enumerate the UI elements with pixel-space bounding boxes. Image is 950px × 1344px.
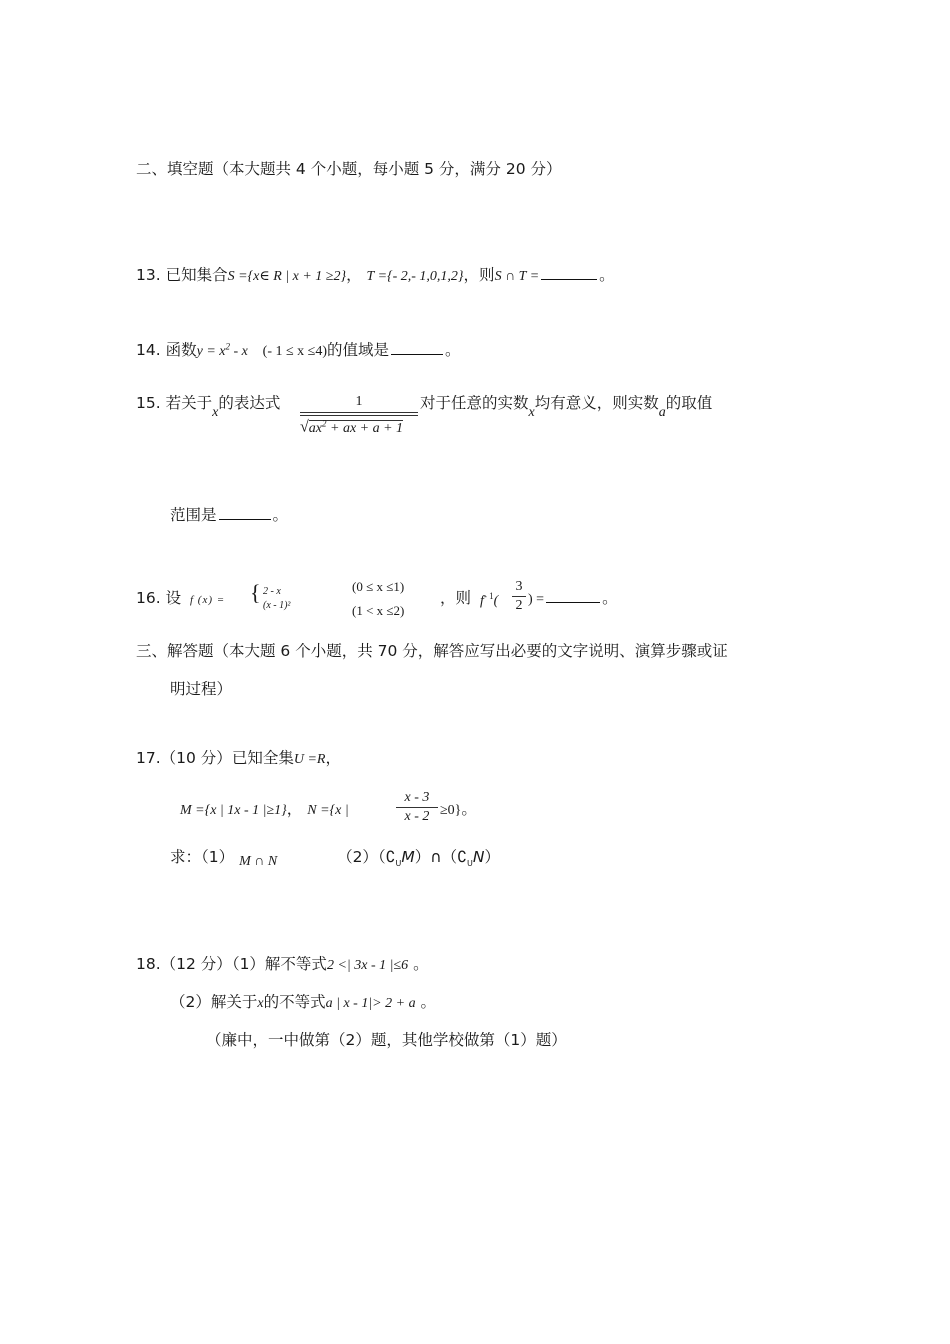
function-expression: $y = x^2 - x$ — [196, 341, 248, 359]
question-text: ，则 — [463, 266, 495, 284]
question-number: 18. — [136, 955, 161, 973]
set-m-definition: M ={x | 1x - 1 |≥1} — [180, 803, 287, 818]
period: 。 — [445, 341, 461, 359]
question-number: 15. — [136, 394, 161, 412]
period: 。 — [599, 266, 615, 284]
question-18-part-2 — [170, 993, 436, 1013]
question-text: 的值域是 — [327, 341, 390, 359]
separator: ， — [286, 800, 303, 818]
set-n-definition: N ={x | — [307, 803, 349, 818]
section-3-heading — [136, 642, 728, 661]
score-label: （12 分） — [160, 955, 232, 973]
question-text: 设 — [165, 589, 182, 607]
question-text: 求：（1） — [170, 848, 235, 866]
period: 。 — [420, 993, 437, 1011]
sqrt-icon: √ — [300, 418, 309, 436]
part-1-expression: M ∩ N — [239, 854, 278, 869]
expression-fraction — [300, 394, 418, 437]
question-text: 的表达式 — [218, 394, 281, 412]
variable-a: a — [658, 405, 666, 420]
part-2-expression: （2）（∁ — [337, 848, 396, 866]
radicand: $ax^2$ + ax + a + 1 — [308, 418, 404, 436]
variable-x: x — [257, 996, 264, 1011]
period: 。 — [413, 955, 429, 973]
section-3-heading-cont — [170, 680, 232, 699]
question-16-tail: ) = 。 — [528, 589, 618, 607]
question-16-cont — [440, 589, 471, 608]
inverse-function: $f^{- 1}$( — [480, 591, 499, 609]
question-17-sets — [180, 800, 349, 820]
note-text: （廉中，一中做第（2）题，其他学校做第（1）题） — [206, 1031, 567, 1049]
answer-blank[interactable] — [541, 278, 597, 280]
argument-fraction: 3 2 — [512, 579, 526, 614]
set-n-condition: ≥0} — [440, 803, 462, 818]
period: 。 — [461, 800, 477, 818]
period: 。 — [602, 589, 618, 607]
question-text: 均有意义，则实数 — [534, 394, 659, 412]
part-2-text: （2）解关于 — [170, 993, 258, 1011]
inequality-1: 2 <| 3x - 1 |≤6 — [326, 958, 409, 973]
answer-blank[interactable] — [391, 353, 443, 355]
fraction-bar-shadow — [300, 415, 418, 416]
section-2-heading-text: 二、填空题（本大题共 4 个小题，每小题 5 分，满分 20 分） — [136, 160, 562, 178]
question-number: 13. — [136, 266, 161, 284]
section-3-heading-text: 明过程） — [170, 680, 233, 698]
score-label: （10 分） — [160, 749, 232, 767]
question-text: 函数 — [165, 341, 197, 359]
set-t-definition: T ={- 2,- 1,0,1,2} — [366, 269, 464, 284]
separator: ， — [346, 266, 362, 284]
set-n-fraction: x - 3 x - 2 — [396, 790, 438, 825]
fraction-numerator: 1 — [355, 394, 363, 409]
question-14 — [136, 341, 461, 361]
question-text: 已知全集 — [231, 749, 294, 767]
piece-1-expression: 2 - x — [263, 586, 281, 597]
period: 。 — [272, 506, 289, 524]
piece-2-condition: (1 < x ≤2) — [352, 603, 405, 618]
fraction-bar — [300, 412, 418, 413]
question-18 — [136, 955, 429, 975]
inequality-2: a | x - 1|> 2 + a — [325, 996, 416, 1011]
question-16 — [136, 589, 181, 608]
section-2-heading — [136, 160, 562, 179]
piece-1-condition: (0 ≤ x ≤1) — [352, 579, 405, 594]
question-text: 若关于 — [165, 394, 213, 412]
question-15-cont — [420, 394, 713, 420]
question-text: 对于任意的实数 — [420, 394, 529, 412]
part-1-text: （1）解不等式 — [231, 955, 327, 973]
section-3-heading-text: 三、解答题（本大题 6 个小题，共 70 分，解答应写出必要的文字说明、演算步骤或证 — [136, 642, 728, 660]
part-2-text: 的不等式 — [263, 993, 326, 1011]
question-17-sets-tail — [440, 800, 477, 820]
universal-set: U =R — [293, 752, 326, 767]
question-text: 的取值 — [665, 394, 713, 412]
question-17 — [136, 749, 341, 769]
piecewise-brace-icon: { — [250, 580, 261, 605]
piece-2-expression: (x - 1)² — [263, 600, 291, 611]
answer-blank[interactable] — [219, 518, 271, 520]
question-15 — [136, 394, 281, 420]
separator: ， — [325, 749, 341, 767]
question-number: 16. — [136, 589, 161, 607]
set-s-definition: S ={x∈ R | x + 1 ≥2} — [227, 269, 347, 284]
variable-x: x — [528, 405, 535, 420]
domain-expression: (- 1 ≤ x ≤4) — [262, 344, 328, 359]
question-13 — [136, 266, 615, 286]
function-label: f (x) = — [190, 594, 226, 606]
question-18-note — [206, 1031, 567, 1050]
question-text: 已知集合 — [165, 266, 228, 284]
question-text: 范围是 — [170, 506, 217, 524]
question-15-line-2 — [170, 506, 288, 525]
variable-x: x — [212, 405, 219, 420]
equals-sign: = — [536, 592, 545, 607]
answer-blank[interactable] — [546, 601, 600, 603]
question-number: 17. — [136, 749, 161, 767]
intersection-expression: S ∩ T = — [494, 269, 540, 284]
question-17-ask: 求：（1） M ∩ N $(2)(∁_UM)\cap(∁_UN)$ — [170, 848, 500, 869]
question-text: ，则 — [440, 589, 472, 607]
fraction-denominator — [300, 418, 418, 437]
question-number: 14. — [136, 341, 161, 359]
